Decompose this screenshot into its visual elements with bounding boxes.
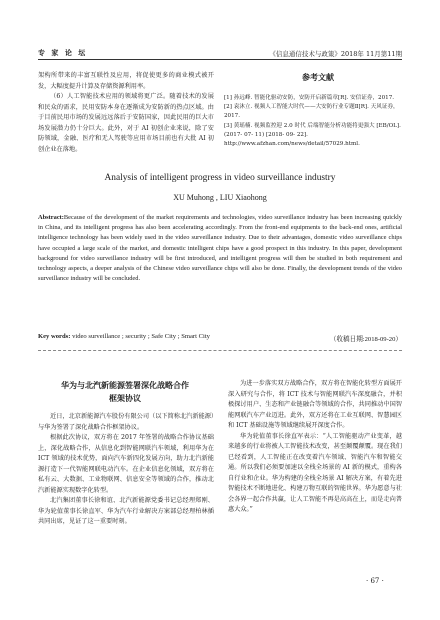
english-title: Analysis of intelligent progress in video surveillance industry	[104, 173, 336, 183]
section-divider	[38, 350, 402, 351]
abstract-label: Abstract:	[38, 214, 64, 221]
page-header	[38, 44, 402, 58]
news-title	[40, 379, 210, 405]
keywords-text: video surveillance ; security ; Safe City ; Smart City	[72, 333, 210, 340]
header-rule	[38, 59, 402, 60]
body-paragraph: 架构所带来的丰富互联性及应用，将促使更多的商业模式被开发，大幅度提升计算及存储资源利用率。	[38, 72, 214, 90]
left-top-column	[38, 71, 214, 155]
news-left-column	[38, 412, 214, 528]
received-date: （收稿日期:2018-09-20）	[329, 336, 402, 343]
keywords-label: Key words:	[38, 333, 71, 340]
section-label: 专 家 论 坛	[38, 48, 88, 57]
news-paragraph: 北汽集团董事长徐和谊、北汽新能源党委书记总经理郑刚、华为轮值董事长徐直军、华为汽车行业解决方案部总经理柏林插共同出席，见证了这一重要时刻。	[38, 497, 214, 525]
news-title-line: 华为与北汽新能源签署深化战略合作	[61, 381, 189, 390]
news-title-line: 框架协议	[109, 394, 141, 403]
body-paragraph: （6）人工智能技术应用的领域将更广泛。随着技术的发展和民众的需求，民用安防本身在逐渐成为安防新的热点区域。由于目前民用市场的发展远远落后于安防国家，因此民用的巨大市场发展潜力仍十分巨大。此外，对于 AI 初创企业来说，除了安防领域，金融、医疗和无人驾驶等应用市场目前也有大批 AI 初创企业在落地。	[38, 93, 214, 153]
page-number: · 67 ·	[366, 577, 384, 585]
references-title: 参考文献	[302, 73, 334, 82]
reference-item: [2] 袁沐立. 视频人工智能大时代——大安防行业专题Ⅱ[R]. 天风证券，2017.	[224, 104, 399, 120]
keywords	[38, 333, 210, 343]
english-authors: XU Muhong , LIU Xiaohong	[173, 193, 267, 202]
reference-item: [1] 孙远峰. 智能化驱动安防，安防开启新篇章[R]. 安信证券，2017.	[224, 95, 395, 101]
news-paragraph: 为进一步落实双方战略合作，双方将在智能化转型方面展开深入研究与合作，将 ICT 技术与智能网联汽车深度融合，并积极探讨用户、生态和产业链融合等领域的合作，共同推动中国智能网联汽车产业迈进。此外，双方还将在工业互联网、智慧园区和 ICT 基础设施等领域继续展开深度合作。	[228, 380, 402, 429]
english-abstract	[38, 213, 402, 284]
news-paragraph: 近日，北京新能源汽车股份有限公司（以下简称北汽新能源）与华为签署了深化战略合作框架协议。	[38, 413, 214, 431]
journal-label: 《信息通信技术与政策》2018年 11月第11期	[269, 50, 402, 58]
references-list	[224, 94, 402, 149]
abstract-text: Because of the development of the market requirements and technologies, video surveillance industry has been increasing quickly in China, and its intelligent progress has also been accelerating accordingly. From the front-end equipments to the back-end ones, artificial intelligence technology has been widely used in the video surveillance industry. Due to their advantages, domestic video surveillance chips have occupied a large scale of the market, and domestic intelligent chips have a good prospect in this industry. In this paper, development background for video surveillance industry will be first introduced, and intelligent progress will then be studied in both requirement and technology aspects, a deeper analysis of the Chinese video surveillance chips will also be done. Finally, the development trends of the video surveillance industry will be concluded.	[38, 214, 402, 283]
reference-item: [3] 黄瑶楠. 视频监控迎 2.0 时代 后端智能分析功能将更强大 [EB/OL]. (2017- 07- 11) [2018- 09- 22]. http://www.afzhan.com/news/detail/57029.html.	[224, 122, 401, 148]
news-paragraph: 根据此次协议，双方将在 2017 年签署的战略合作协议基础上，深化战略合作，从信息化到智能网联汽车领域，利用华为在 ICT 领域的技术优势，面向汽车新四化发展方向，助力北汽新能源打造下一代智能网联电动汽车。在企业信息化领域，双方将在私有云、大数据、工业物联网、信息安全等领域的合作，推动北汽新能源实现数字化转型。	[38, 434, 214, 494]
news-right-column	[228, 379, 402, 516]
news-paragraph: 华为轮值董事长徐直军表示：“人工智能驱动产业变革，越来越多的行业将被人工智能技术改变，甚至颠覆颠覆。现在我们已经看到，人工智能正在改变着汽车领域、智能汽车和智能交通。所以我们必须要加速以全栈全场景的 AI 新的模式，重构各自行业和企业。华为构建的全栈全场景 AI 解决方案，有着先进智能技术不断地进化、构建万物互联的智能世界。华为愿意与社会各界一起合作共赢，让人工智能不再是高高在上，而是走向普惠大众。”	[228, 432, 402, 513]
keywords-row	[38, 333, 402, 343]
